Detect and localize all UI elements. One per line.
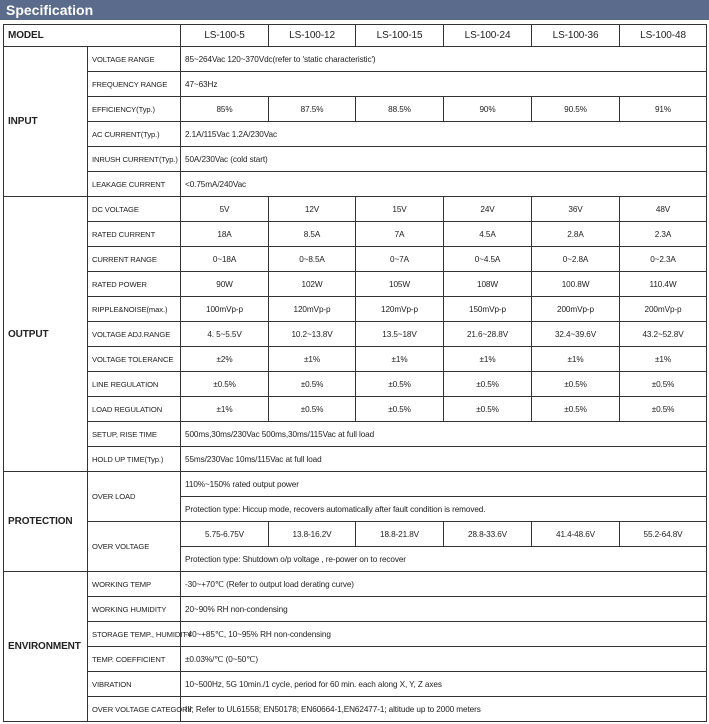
row-label: OVER VOLTAGE — [88, 522, 181, 572]
cell-value: ±1% — [181, 397, 269, 422]
row-label: VOLTAGE RANGE — [88, 47, 181, 72]
cell-value: 10.2~13.8V — [269, 322, 356, 347]
table-row — [4, 522, 707, 547]
cell-value: 90% — [444, 97, 532, 122]
table-row — [4, 597, 707, 622]
cell-value: 0~4.5A — [444, 247, 532, 272]
cell-value: 32.4~39.6V — [532, 322, 620, 347]
cell-value: 24V — [444, 197, 532, 222]
table-row — [4, 222, 707, 247]
row-label: LINE REGULATION — [88, 372, 181, 397]
cell-value: 48V — [620, 197, 707, 222]
table-row — [4, 197, 707, 222]
cell-value: 0~18A — [181, 247, 269, 272]
row-label: SETUP, RISE TIME — [88, 422, 181, 447]
cell-value: ±0.5% — [532, 372, 620, 397]
spec-table — [3, 24, 707, 722]
cell-value: 4.5A — [444, 222, 532, 247]
cell-value: 0~2.3A — [620, 247, 707, 272]
cell-value: 28.8-33.6V — [444, 522, 532, 547]
row-value: 55ms/230Vac 10ms/115Vac at full load — [181, 447, 707, 472]
row-value: Protection type: Shutdown o/p voltage , re-power on to recover — [181, 547, 707, 572]
model-name: LS-100-12 — [269, 25, 356, 47]
model-name: LS-100-36 — [532, 25, 620, 47]
row-value: -30~+70℃ (Refer to output load derating curve) — [181, 572, 707, 597]
row-label: AC CURRENT(Typ.) — [88, 122, 181, 147]
cell-value: ±0.5% — [356, 397, 444, 422]
cell-value: ±1% — [444, 347, 532, 372]
table-row — [4, 97, 707, 122]
cell-value: 15V — [356, 197, 444, 222]
cell-value: 18A — [181, 222, 269, 247]
cell-value: 100.8W — [532, 272, 620, 297]
cell-value: ±2% — [181, 347, 269, 372]
cell-value: ±0.5% — [620, 397, 707, 422]
row-label: LEAKAGE CURRENT — [88, 172, 181, 197]
table-row — [4, 322, 707, 347]
cell-value: 4. 5~5.5V — [181, 322, 269, 347]
row-label: LOAD REGULATION — [88, 397, 181, 422]
row-label: WORKING HUMIDITY — [88, 597, 181, 622]
cell-value: ±0.5% — [356, 372, 444, 397]
table-row — [4, 147, 707, 172]
cell-value: ±1% — [269, 347, 356, 372]
cell-value: 12V — [269, 197, 356, 222]
row-label: EFFICIENCY(Typ.) — [88, 97, 181, 122]
model-name: LS-100-5 — [181, 25, 269, 47]
table-row — [4, 172, 707, 197]
cell-value: 0~7A — [356, 247, 444, 272]
cell-value: 36V — [532, 197, 620, 222]
table-row — [4, 247, 707, 272]
table-row — [4, 572, 707, 597]
row-value: 47~63Hz — [181, 72, 707, 97]
row-value: Protection type: Hiccup mode, recovers automatically after fault condition is removed. — [181, 497, 707, 522]
table-row — [4, 397, 707, 422]
table-row — [4, 472, 707, 497]
cell-value: ±0.5% — [269, 372, 356, 397]
table-row — [4, 122, 707, 147]
cell-value: 90.5% — [532, 97, 620, 122]
row-label: VOLTAGE TOLERANCE — [88, 347, 181, 372]
row-label: FREQUENCY RANGE — [88, 72, 181, 97]
cell-value: 0~8.5A — [269, 247, 356, 272]
table-header-row — [4, 25, 707, 47]
cell-value: 200mVp-p — [532, 297, 620, 322]
page-title: Specification — [0, 0, 709, 20]
cell-value: 43.2~52.8V — [620, 322, 707, 347]
row-value: 85~264Vac 120~370Vdc(refer to 'static characteristic') — [181, 47, 707, 72]
cell-value: ±0.5% — [269, 397, 356, 422]
row-label: HOLD UP TIME(Typ.) — [88, 447, 181, 472]
cell-value: ±1% — [620, 347, 707, 372]
table-row — [4, 272, 707, 297]
cell-value: 5.75-6.75V — [181, 522, 269, 547]
table-row — [4, 347, 707, 372]
row-value: 10~500Hz, 5G 10min./1 cycle, period for 60 min. each along X, Y, Z axes — [181, 672, 707, 697]
cell-value: 85% — [181, 97, 269, 122]
row-value: -40~+85℃, 10~95% RH non-condensing — [181, 622, 707, 647]
row-label: WORKING TEMP — [88, 572, 181, 597]
model-name: LS-100-48 — [620, 25, 707, 47]
row-label: RATED POWER — [88, 272, 181, 297]
cell-value: 8.5A — [269, 222, 356, 247]
row-value: 2.1A/115Vac 1.2A/230Vac — [181, 122, 707, 147]
cell-value: ±1% — [356, 347, 444, 372]
table-row — [4, 422, 707, 447]
row-value: ±0.03%/℃ (0~50℃) — [181, 647, 707, 672]
cell-value: 90W — [181, 272, 269, 297]
cell-value: 41.4-48.6V — [532, 522, 620, 547]
row-value: <0.75mA/240Vac — [181, 172, 707, 197]
cell-value: 7A — [356, 222, 444, 247]
row-value: 20~90% RH non-condensing — [181, 597, 707, 622]
row-value: 500ms,30ms/230Vac 500ms,30ms/115Vac at full load — [181, 422, 707, 447]
table-row — [4, 372, 707, 397]
cell-value: 102W — [269, 272, 356, 297]
row-label: TEMP. COEFFICIENT — [88, 647, 181, 672]
row-label: INRUSH CURRENT(Typ.) — [88, 147, 181, 172]
cell-value: ±0.5% — [181, 372, 269, 397]
table-row — [4, 297, 707, 322]
table-row — [4, 47, 707, 72]
row-label: RIPPLE&NOISE(max.) — [88, 297, 181, 322]
cell-value: 120mVp-p — [356, 297, 444, 322]
section-output-label: OUTPUT — [4, 197, 88, 472]
section-input-label: INPUT — [4, 47, 88, 197]
cell-value: 88.5% — [356, 97, 444, 122]
cell-value: 87.5% — [269, 97, 356, 122]
cell-value: 105W — [356, 272, 444, 297]
cell-value: 91% — [620, 97, 707, 122]
cell-value: 21.6~28.8V — [444, 322, 532, 347]
model-name: LS-100-15 — [356, 25, 444, 47]
cell-value: 200mVp-p — [620, 297, 707, 322]
row-label: OVER LOAD — [88, 472, 181, 522]
cell-value: 108W — [444, 272, 532, 297]
row-value: 50A/230Vac (cold start) — [181, 147, 707, 172]
cell-value: 18.8-21.8V — [356, 522, 444, 547]
row-label: RATED CURRENT — [88, 222, 181, 247]
cell-value: ±0.5% — [532, 397, 620, 422]
row-label: VIBRATION — [88, 672, 181, 697]
cell-value: ±0.5% — [444, 397, 532, 422]
row-label: CURRENT RANGE — [88, 247, 181, 272]
cell-value: 13.8-16.2V — [269, 522, 356, 547]
cell-value: 110.4W — [620, 272, 707, 297]
cell-value: 5V — [181, 197, 269, 222]
table-row — [4, 447, 707, 472]
cell-value: 2.8A — [532, 222, 620, 247]
cell-value: 100mVp-p — [181, 297, 269, 322]
table-row — [4, 697, 707, 722]
cell-value: 0~2.8A — [532, 247, 620, 272]
cell-value: 120mVp-p — [269, 297, 356, 322]
row-value: 110%~150% rated output power — [181, 472, 707, 497]
table-row — [4, 622, 707, 647]
cell-value: 13.5~18V — [356, 322, 444, 347]
row-label: OVER VOLTAGE CATEGORY — [88, 697, 181, 722]
row-value: III; Refer to UL61558; EN50178; EN60664-1,EN62477-1; altitude up to 2000 meters — [181, 697, 707, 722]
cell-value: ±0.5% — [444, 372, 532, 397]
table-row — [4, 672, 707, 697]
cell-value: 2.3A — [620, 222, 707, 247]
model-label: MODEL — [4, 25, 181, 47]
cell-value: 150mVp-p — [444, 297, 532, 322]
row-label: DC VOLTAGE — [88, 197, 181, 222]
cell-value: 55.2-64.8V — [620, 522, 707, 547]
section-environment-label: ENVIRONMENT — [4, 572, 88, 722]
table-row — [4, 647, 707, 672]
cell-value: ±0.5% — [620, 372, 707, 397]
cell-value: ±1% — [532, 347, 620, 372]
model-name: LS-100-24 — [444, 25, 532, 47]
row-label: STORAGE TEMP., HUMIDITY — [88, 622, 181, 647]
row-label: VOLTAGE ADJ.RANGE — [88, 322, 181, 347]
table-row — [4, 72, 707, 97]
section-protection-label: PROTECTION — [4, 472, 88, 572]
